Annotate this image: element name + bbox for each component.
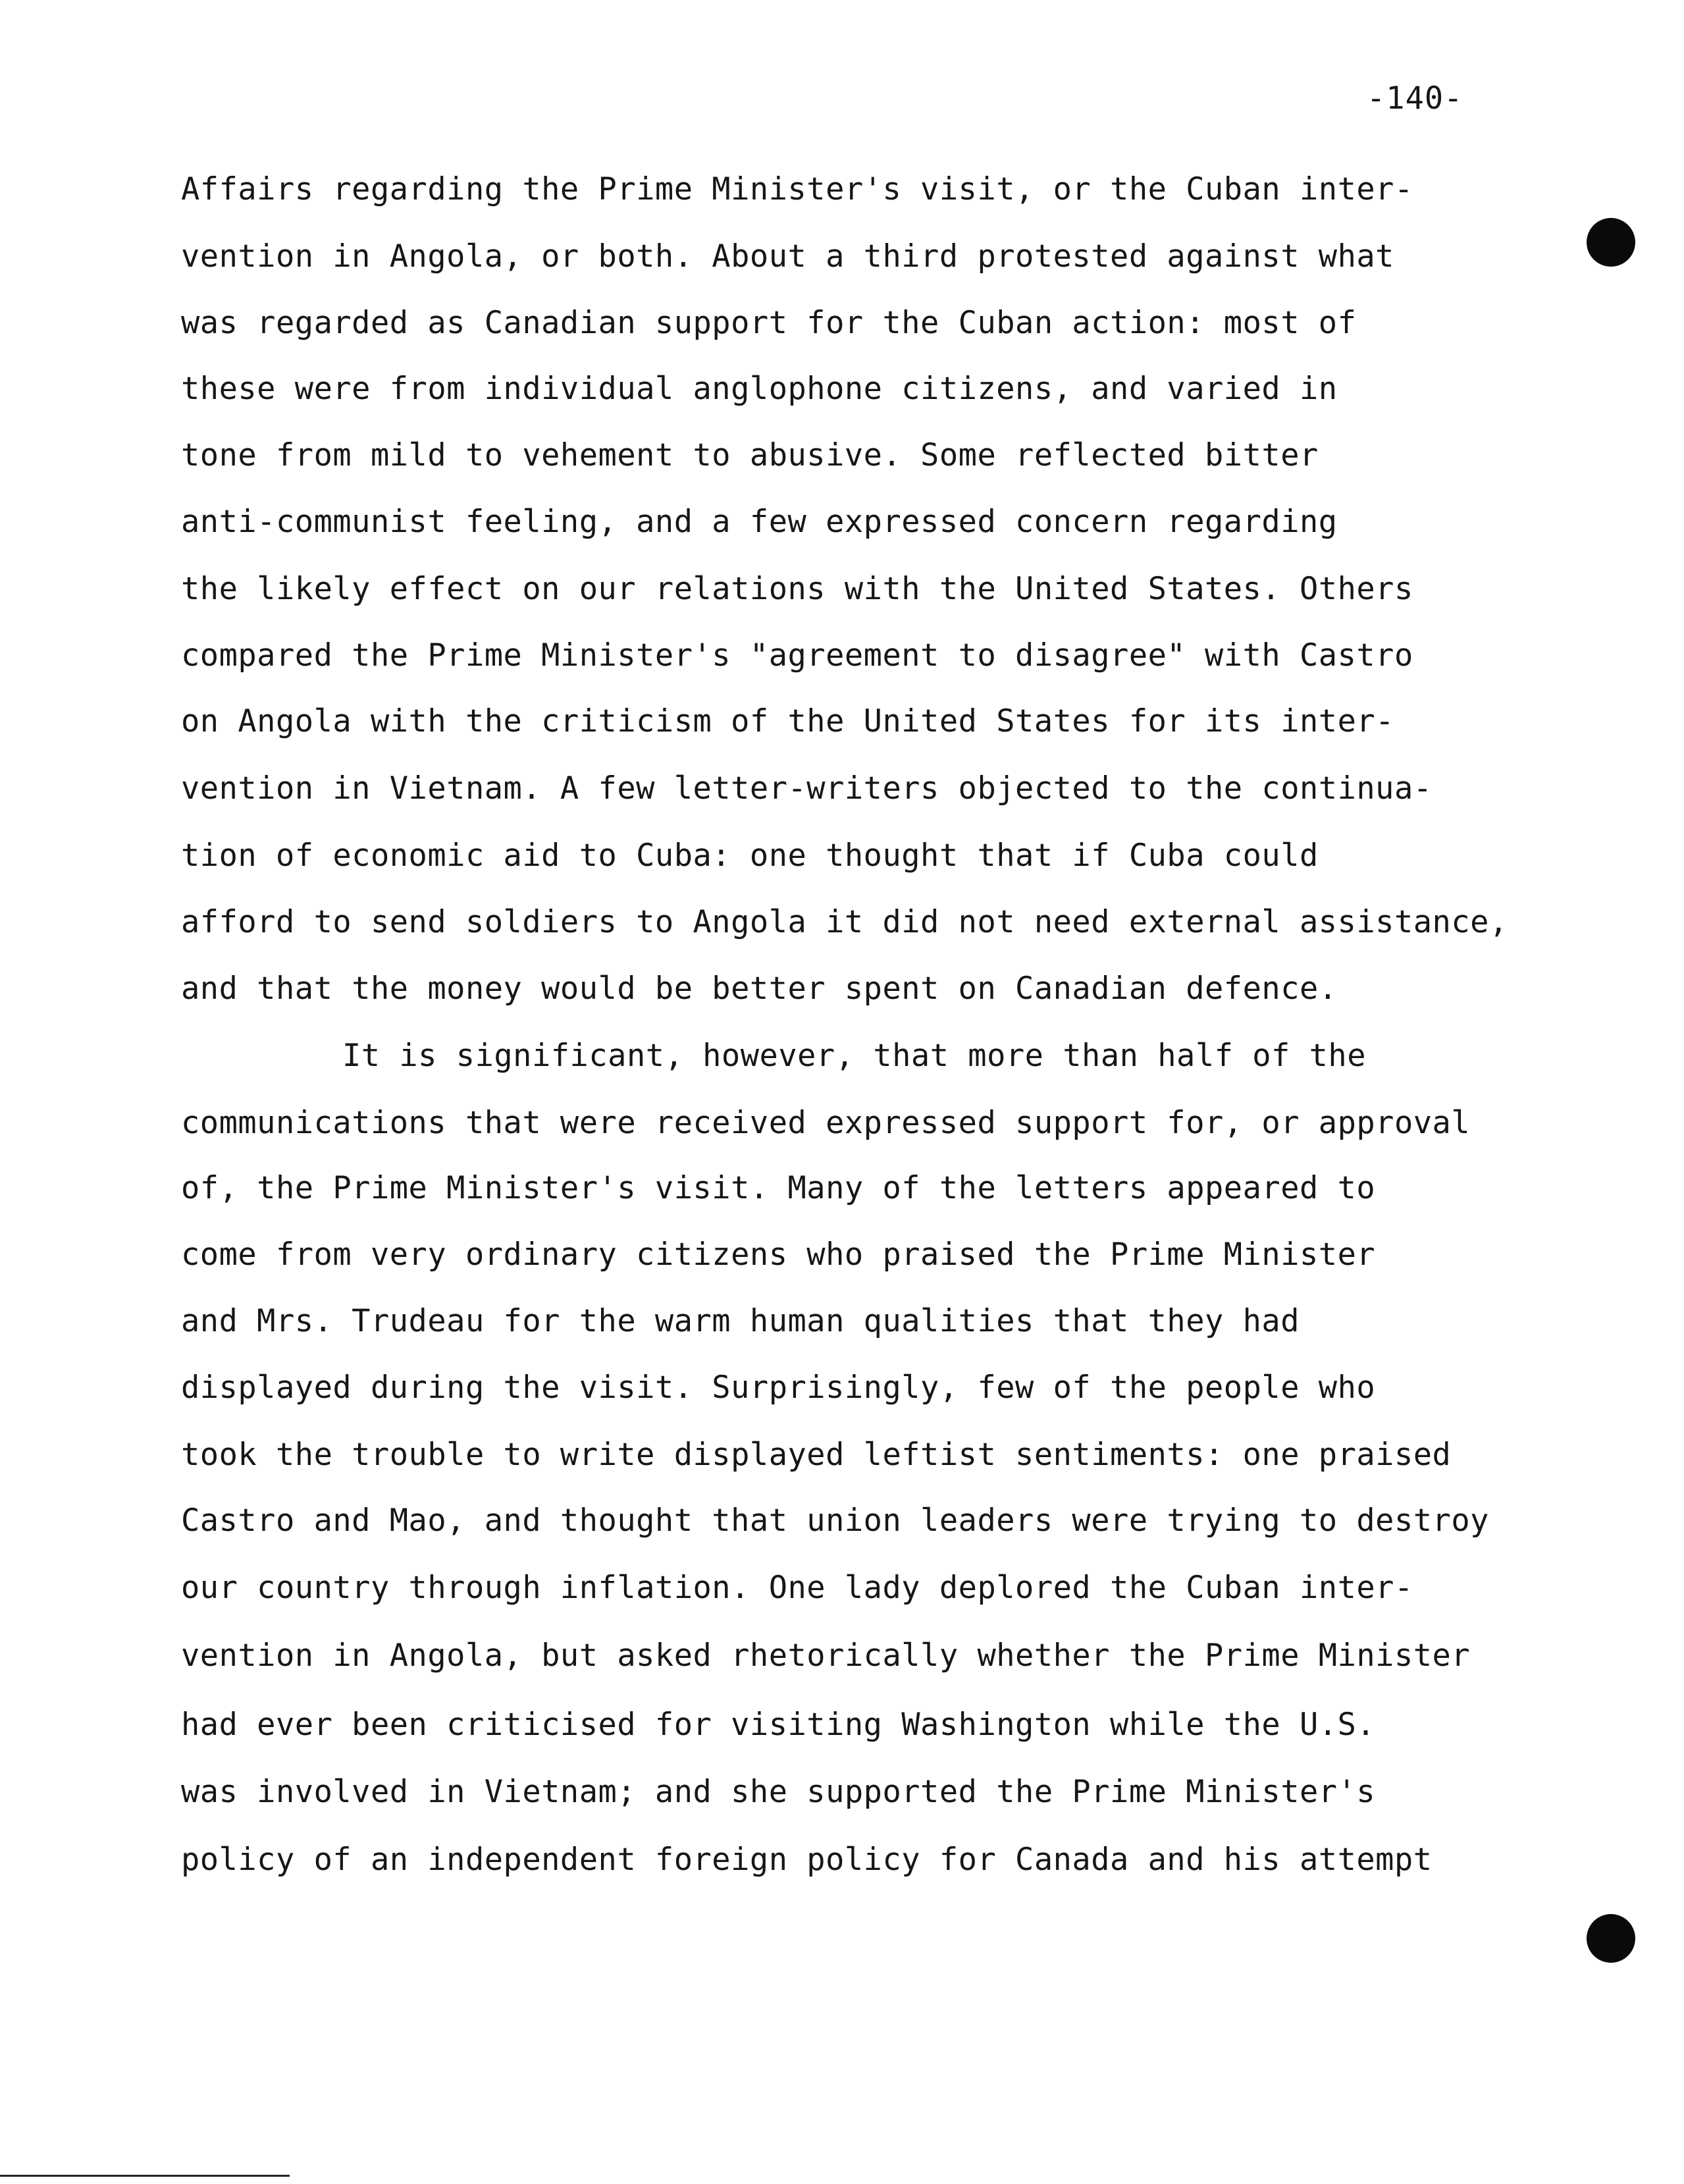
punch-hole-bottom bbox=[1587, 1914, 1635, 1963]
text-line: afford to send soldiers to Angola it did not need external assistance, bbox=[181, 904, 1508, 940]
bottom-edge-rule bbox=[0, 2175, 290, 2177]
text-line: was involved in Vietnam; and she supported the Prime Minister's bbox=[181, 1774, 1376, 1810]
text-line: vention in Angola, but asked rhetorically whether the Prime Minister bbox=[181, 1638, 1471, 1674]
text-line: our country through inflation. One lady deplored the Cuban inter- bbox=[181, 1570, 1413, 1606]
paragraph-first-line: It is significant, however, that more than half of the bbox=[342, 1038, 1367, 1074]
text-line: Affairs regarding the Prime Minister's visit, or the Cuban inter- bbox=[181, 171, 1413, 207]
text-line: the likely effect on our relations with the United States. Others bbox=[181, 571, 1413, 607]
text-line: took the trouble to write displayed leftist sentiments: one praised bbox=[181, 1437, 1452, 1473]
text-line: of, the Prime Minister's visit. Many of the letters appeared to bbox=[181, 1170, 1376, 1206]
text-line: these were from individual anglophone citizens, and varied in bbox=[181, 371, 1338, 407]
text-line: had ever been criticised for visiting Washington while the U.S. bbox=[181, 1707, 1376, 1743]
text-line: tion of economic aid to Cuba: one thought that if Cuba could bbox=[181, 838, 1319, 874]
text-line: anti-communist feeling, and a few expressed concern regarding bbox=[181, 504, 1338, 540]
text-line: and that the money would be better spent on Canadian defence. bbox=[181, 971, 1338, 1007]
punch-hole-top bbox=[1587, 218, 1635, 267]
text-line: vention in Vietnam. A few letter-writers objected to the continua- bbox=[181, 770, 1433, 807]
text-line: was regarded as Canadian support for the Cuban action: most of bbox=[181, 305, 1357, 341]
text-line: tone from mild to vehement to abusive. Some reflected bitter bbox=[181, 437, 1319, 473]
text-line: on Angola with the criticism of the United States for its inter- bbox=[181, 703, 1394, 739]
page-number: -140- bbox=[1367, 80, 1463, 117]
text-line: policy of an independent foreign policy for Canada and his attempt bbox=[181, 1842, 1433, 1878]
text-line: displayed during the visit. Surprisingly, few of the people who bbox=[181, 1370, 1376, 1406]
text-line: Castro and Mao, and thought that union leaders were trying to destroy bbox=[181, 1503, 1489, 1539]
text-line: communications that were received expressed support for, or approval bbox=[181, 1105, 1471, 1141]
text-line: vention in Angola, or both. About a third protested against what bbox=[181, 238, 1394, 275]
text-line: compared the Prime Minister's "agreement to disagree" with Castro bbox=[181, 637, 1413, 674]
text-line: and Mrs. Trudeau for the warm human qualities that they had bbox=[181, 1303, 1300, 1339]
text-line: come from very ordinary citizens who praised the Prime Minister bbox=[181, 1237, 1376, 1273]
